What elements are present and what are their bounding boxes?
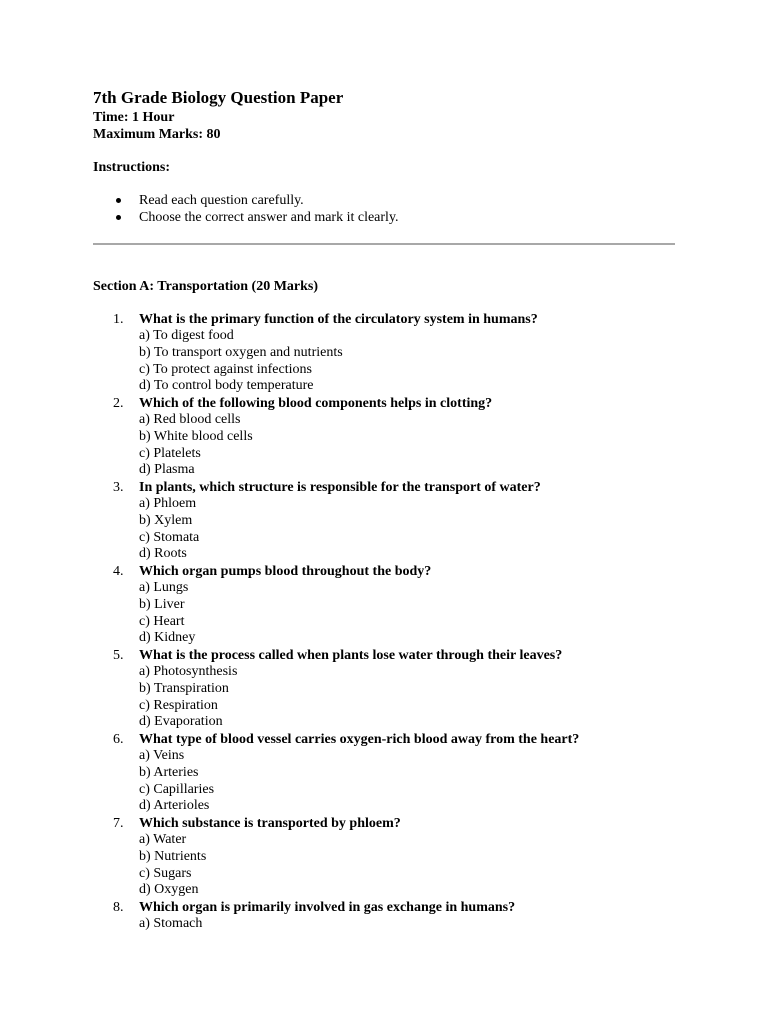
instruction-text: Choose the correct answer and mark it clearly. (139, 210, 399, 225)
instructions-list (93, 192, 683, 226)
answer-option: d) To control body temperature (139, 378, 314, 394)
instruction-item (93, 192, 683, 209)
question-item (93, 479, 683, 563)
question-item (93, 647, 683, 731)
answer-option: b) Nutrients (139, 848, 207, 864)
question-number: 6. (113, 732, 124, 747)
question-number: 3. (113, 480, 124, 495)
instructions-heading: Instructions: (93, 160, 171, 175)
answer-option: c) Respiration (139, 697, 218, 713)
question-number: 2. (113, 396, 124, 411)
answer-option: a) Photosynthesis (139, 664, 238, 679)
question-number: 7. (113, 816, 124, 831)
question-text: What type of blood vessel carries oxygen-rich blood away from the heart? (139, 732, 580, 747)
question-text: Which organ is primarily involved in gas exchange in humans? (139, 900, 516, 915)
instruction-text: Read each question carefully. (139, 193, 304, 208)
answer-option: b) Xylem (139, 512, 193, 528)
question-item (93, 899, 683, 933)
answer-option: c) To protect against infections (139, 361, 312, 377)
answer-option: d) Evaporation (139, 714, 223, 730)
question-text: Which of the following blood components helps in clotting? (139, 396, 493, 411)
question-text: In plants, which structure is responsible for the transport of water? (139, 480, 541, 495)
answer-option: d) Oxygen (139, 882, 199, 898)
answer-option: a) Stomach (139, 916, 203, 931)
question-item (93, 563, 683, 647)
answer-option: d) Plasma (139, 462, 195, 478)
answer-option: a) Phloem (139, 496, 197, 511)
question-list (93, 311, 683, 933)
question-text: What is the process called when plants lose water through their leaves? (139, 648, 563, 663)
time-label: Time: 1 Hour (93, 110, 175, 125)
document-content (93, 87, 683, 933)
answer-option: c) Heart (139, 613, 185, 629)
question-item (93, 311, 683, 395)
answer-option: b) Liver (139, 596, 185, 612)
question-item (93, 731, 683, 815)
answer-option: c) Capillaries (139, 781, 215, 797)
question-number: 1. (113, 312, 124, 327)
answer-option: a) Red blood cells (139, 412, 241, 427)
question-item (93, 815, 683, 899)
max-marks-label: Maximum Marks: 80 (93, 127, 221, 142)
question-text: Which substance is transported by phloem? (139, 816, 401, 831)
question-item (93, 395, 683, 479)
instruction-item (93, 209, 683, 226)
answer-option: a) Water (139, 832, 187, 847)
document-title: 7th Grade Biology Question Paper (93, 88, 344, 107)
answer-option: c) Sugars (139, 865, 192, 881)
bullet-icon (116, 198, 121, 203)
question-number: 8. (113, 900, 124, 915)
answer-option: a) Veins (139, 748, 185, 763)
answer-option: a) To digest food (139, 328, 234, 343)
answer-option: b) White blood cells (139, 428, 253, 444)
answer-option: c) Stomata (139, 529, 200, 545)
section-heading: Section A: Transportation (20 Marks) (93, 279, 319, 294)
answer-option: c) Platelets (139, 445, 201, 461)
answer-option: b) Transpiration (139, 680, 229, 696)
answer-option: a) Lungs (139, 580, 189, 595)
question-number: 4. (113, 564, 124, 579)
answer-option: d) Roots (139, 546, 187, 562)
bullet-icon (116, 215, 121, 220)
horizontal-divider (93, 243, 675, 245)
question-text: Which organ pumps blood throughout the body? (139, 564, 432, 579)
question-number: 5. (113, 648, 124, 663)
answer-option: b) To transport oxygen and nutrients (139, 344, 343, 360)
answer-option: d) Kidney (139, 630, 196, 646)
question-text: What is the primary function of the circulatory system in humans? (139, 312, 538, 327)
answer-option: d) Arterioles (139, 798, 210, 814)
answer-option: b) Arteries (139, 764, 199, 780)
